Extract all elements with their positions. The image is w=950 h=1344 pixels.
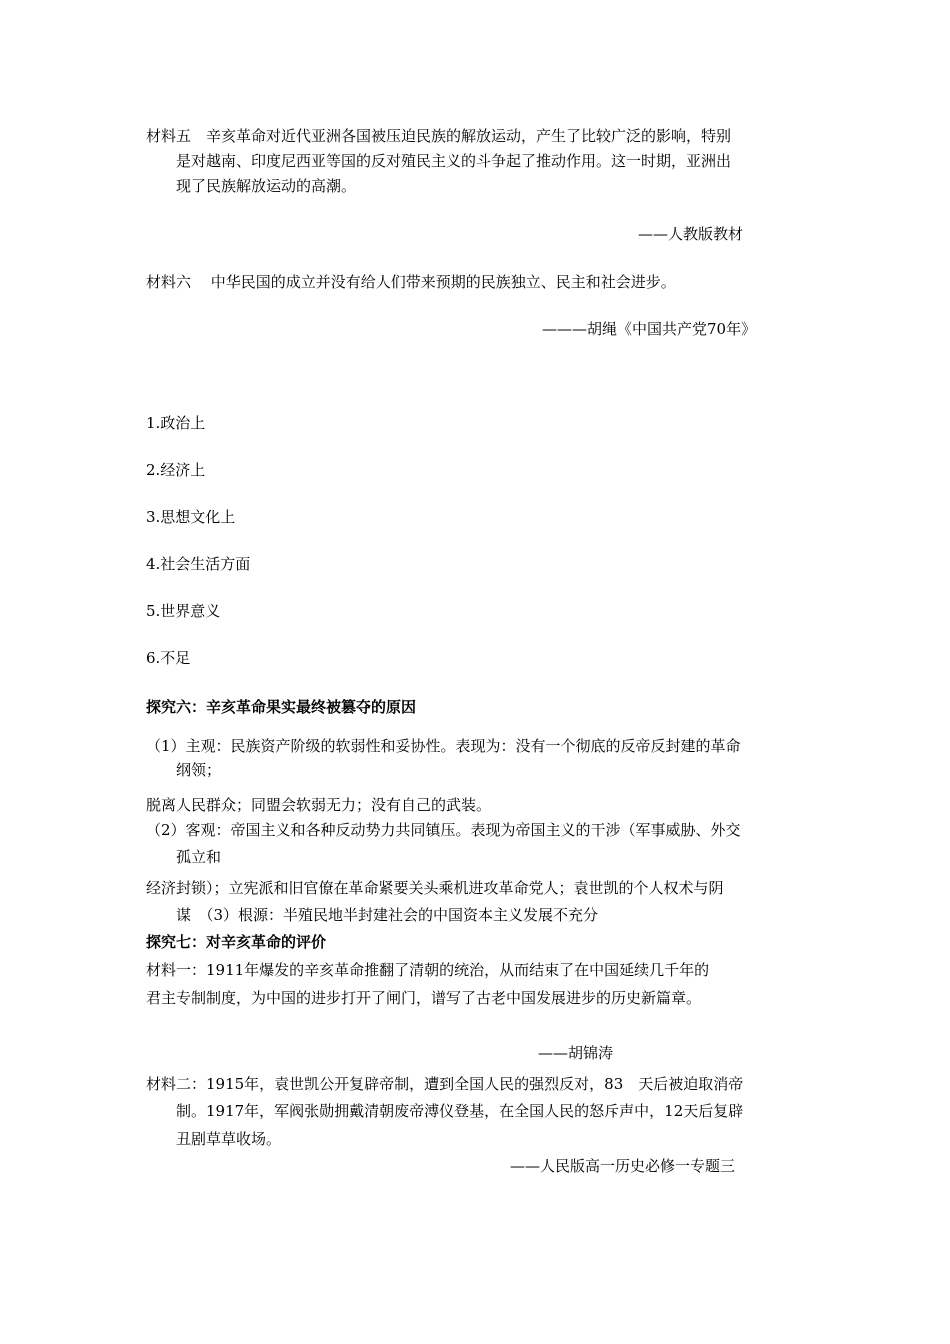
list-item-world-significance: 5.世界意义 [146, 602, 221, 620]
section-6-point-2-line-4: 谋 （3）根源：半殖民地半封建社会的中国资本主义发展不充分 [176, 906, 599, 924]
material-5-source: ——人教版教材 [638, 225, 744, 243]
section-7-material-2-line-3: 丑剧草草收场。 [176, 1130, 282, 1148]
section-6-point-1-line-3: 脱离人民群众；同盟会软弱无力；没有自己的武装。 [146, 796, 492, 814]
section-6-point-1-line-1: （1）主观：民族资产阶级的软弱性和妥协性。表现为：没有一个彻底的反帝反封建的革命 [146, 737, 741, 755]
section-7-material-2-line-2: 制。1917年，军阀张勋拥戴清朝废帝溥仪登基，在全国人民的怒斥声中，12天后复辟 [176, 1102, 744, 1120]
list-item-culture: 3.思想文化上 [146, 508, 236, 526]
material-5-line-3: 现了民族解放运动的高潮。 [176, 177, 357, 195]
section-7-material-1-line-2: 君主专制制度，为中国的进步打开了闸门，谱写了古老中国发展进步的历史新篇章。 [146, 989, 702, 1007]
section-7-material-2-line-1: 材料二：1915年，袁世凯公开复辟帝制，遭到全国人民的强烈反对，83 天后被迫取消帝 [146, 1075, 744, 1093]
list-item-politics: 1.政治上 [146, 414, 206, 432]
material-6-line-1: 材料六 中华民国的成立并没有给人们带来预期的民族独立、民主和社会进步。 [146, 273, 676, 291]
section-6-point-2-line-3: 经济封锁）；立宪派和旧官僚在革命紧要关头乘机进攻革命党人；袁世凯的个人权术与阴 [146, 879, 724, 897]
material-6-source: ———胡绳《中国共产党70年》 [542, 320, 757, 338]
section-6-point-1-line-2: 纲领； [176, 761, 222, 779]
section-7-material-1-source: ——胡锦涛 [538, 1044, 614, 1062]
list-item-social-life: 4.社会生活方面 [146, 555, 251, 573]
material-5-line-2: 是对越南、印度尼西亚等国的反对殖民主义的斗争起了推动作用。这一时期，亚洲出 [176, 152, 732, 170]
list-item-shortcomings: 6.不足 [146, 649, 191, 667]
section-7-heading: 探究七：对辛亥革命的评价 [146, 933, 327, 951]
section-7-material-2-source: ——人民版高一历史必修一专题三 [510, 1157, 736, 1175]
list-item-economy: 2.经济上 [146, 461, 206, 479]
section-6-point-2-line-1: （2）客观：帝国主义和各种反动势力共同镇压。表现为帝国主义的干涉（军事威胁、外交 [146, 821, 741, 839]
material-5-line-1: 材料五 辛亥革命对近代亚洲各国被压迫民族的解放运动，产生了比较广泛的影响，特别 [146, 127, 732, 145]
section-6-point-2-line-2: 孤立和 [176, 848, 222, 866]
section-6-heading: 探究六：辛亥革命果实最终被篡夺的原因 [146, 698, 417, 716]
section-7-material-1-line-1: 材料一：1911年爆发的辛亥革命推翻了清朝的统治，从而结束了在中国延续几千年的 [146, 961, 710, 979]
